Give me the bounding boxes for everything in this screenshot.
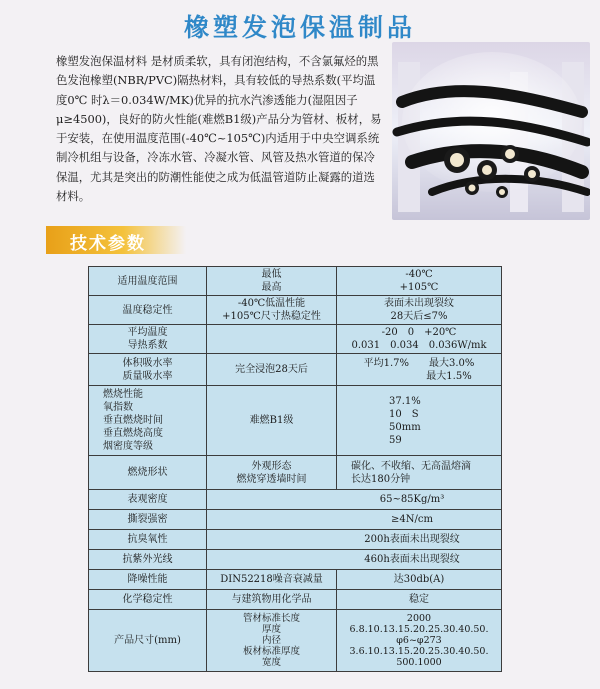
row-name: 撕裂强密 — [89, 510, 207, 530]
row-value: -20 0 +20℃ 0.031 0.034 0.036W/mk — [337, 325, 502, 354]
table-row — [89, 550, 502, 570]
row-condition: 难燃B1级 — [207, 386, 337, 456]
row-name: 燃烧形状 — [89, 456, 207, 490]
row-condition: 最低 最高 — [207, 267, 337, 296]
section-header-label: 技术参数 — [70, 234, 146, 254]
table-row — [89, 590, 502, 610]
row-condition: 与建筑物用化学品 — [207, 590, 337, 610]
row-name: 平均温度 导热系数 — [89, 325, 207, 354]
intro-paragraph: 橡塑发泡保温材料 是材质柔软，具有闭泡结构，不含氯氟烃的黑色发泡橡塑(NBR/PVC)隔热材料，具有较低的导热系数(平均温度0℃ 时λ＝0.034W/MK)优异的抗水汽渗透能力(湿阻因子 μ≥4500)，良好的防火性能(难燃B1级)产品分为管材、板材，易于安装，在使用温度范围(-40℃~105℃)内适用于中央空调系统制冷机组与设备，冷冻水管、冷凝水管、风管及热水管道的保冷保温，尤其是突出的防潮性能使之成为低温管道防止凝露的道选材料。 — [56, 54, 382, 204]
row-name: 温度稳定性 — [89, 296, 207, 325]
row-condition: DIN52218噪音衰减量 — [207, 570, 337, 590]
table-row — [89, 570, 502, 590]
row-value: 37.1% 10 S 50mm 59 — [337, 386, 502, 456]
row-condition — [207, 325, 337, 354]
row-condition: 外观形态 燃烧穿透墙时间 — [207, 456, 337, 490]
row-condition: 管材标准长度 厚度 内径 板材标准厚度 宽度 — [207, 610, 337, 672]
table-row — [89, 530, 502, 550]
page-title: 橡塑发泡保温制品 — [183, 13, 416, 42]
tech-specs-table — [88, 266, 502, 672]
table-row — [89, 325, 502, 354]
table-row — [89, 610, 502, 672]
row-name: 抗臭氧性 — [89, 530, 207, 550]
product-photo — [392, 42, 590, 220]
row-value: 460h表面未出现裂纹 — [207, 550, 502, 570]
row-value: 平均1.7% 最大3.0% 最大1.5% — [337, 354, 502, 386]
row-name: 产品尺寸(mm) — [89, 610, 207, 672]
row-name: 降噪性能 — [89, 570, 207, 590]
row-value: 200h表面未出现裂纹 — [207, 530, 502, 550]
table-row — [89, 386, 502, 456]
row-condition: -40℃低温性能 +105℃尺寸热稳定性 — [207, 296, 337, 325]
row-value: -40℃ +105℃ — [337, 267, 502, 296]
section-header-tech-params — [46, 226, 186, 254]
row-name: 燃烧性能 氧指数 垂直燃烧时间 垂直燃烧高度 烟密度等级 — [89, 386, 207, 456]
row-value: ≥4N/cm — [207, 510, 502, 530]
row-name: 抗紫外光线 — [89, 550, 207, 570]
row-name: 表观密度 — [89, 490, 207, 510]
row-condition: 完全浸泡28天后 — [207, 354, 337, 386]
row-value: 碳化、不收缩、无高温熔滴 长达180分钟 — [337, 456, 502, 490]
table-row — [89, 354, 502, 386]
table-row — [89, 510, 502, 530]
row-name: 体积吸水率 质量吸水率 — [89, 354, 207, 386]
table-row — [89, 456, 502, 490]
table-row — [89, 296, 502, 325]
table-row — [89, 490, 502, 510]
row-value: 65~85Kg/m³ — [207, 490, 502, 510]
row-value: 2000 6.8.10.13.15.20.25.30.40.50. φ6~φ273 3.6.10.13.15.20.25.30.40.50. 500.1000 — [337, 610, 502, 672]
row-value: 表面未出现裂纹 28天后≤7% — [337, 296, 502, 325]
row-value: 达30db(A) — [337, 570, 502, 590]
table-row — [89, 267, 502, 296]
row-name: 化学稳定性 — [89, 590, 207, 610]
row-name: 适用温度范围 — [89, 267, 207, 296]
rubber-tubes-image — [392, 42, 590, 220]
row-value: 稳定 — [337, 590, 502, 610]
